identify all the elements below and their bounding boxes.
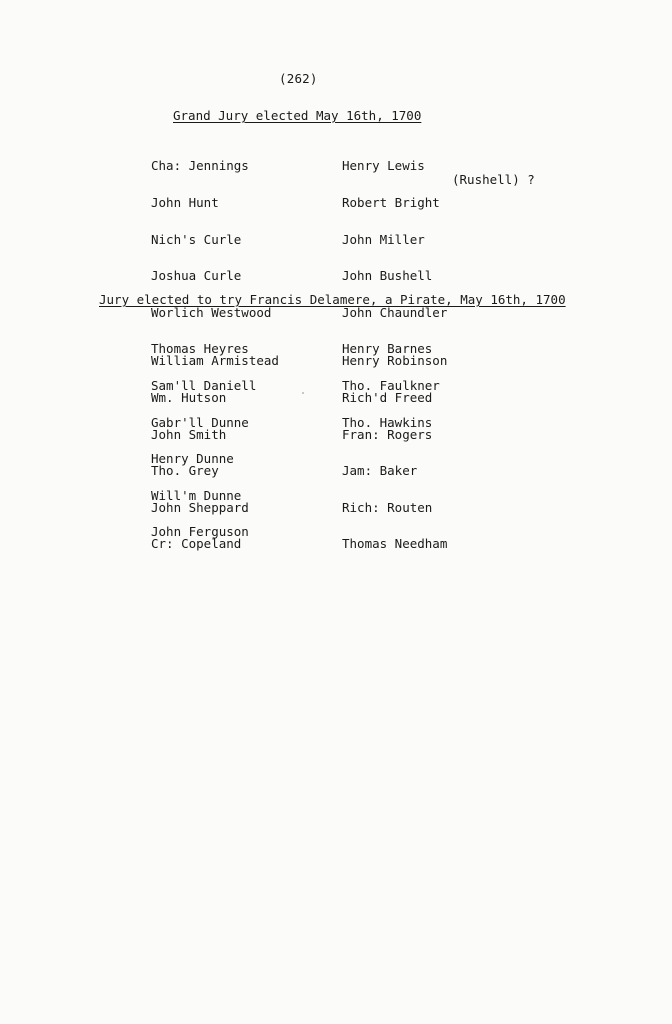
juror-name: John Ferguson: [151, 524, 249, 540]
juror-name: Cr: Copeland: [151, 536, 242, 552]
juror-name: Fran: Rogers: [342, 426, 433, 442]
juror-name: Joshua Curle: [151, 268, 242, 284]
page-number: (262): [279, 71, 318, 86]
juror-name: Henry Lewis: [342, 158, 425, 174]
juror-name: Nich's Curle: [151, 231, 242, 247]
alternate-name-note: (Rushell) ?: [452, 172, 535, 187]
juror-name: Worlich Westwood: [151, 304, 272, 320]
pirate-jury-heading: Jury elected to try Francis Delamere, a Pirate, May 16th, 1700: [99, 292, 566, 307]
pirate-jury-right-column: [342, 331, 447, 563]
juror-name: Tho. Grey: [151, 463, 219, 479]
juror-name: John Bushell: [342, 268, 433, 284]
juror-name: John Miller: [342, 231, 425, 247]
juror-name: Rich'd Freed: [342, 390, 433, 405]
juror-name: Sam'll Daniell: [151, 377, 257, 393]
juror-name: John Chaundler: [342, 304, 448, 320]
juror-name: Henry Barnes: [342, 341, 433, 357]
juror-name: Cha: Jennings: [151, 158, 249, 174]
juror-name: Thomas Needham: [342, 536, 448, 552]
juror-name: Henry Dunne: [151, 451, 234, 467]
juror-name: Thomas Heyres: [151, 341, 249, 357]
juror-name: John Sheppard: [151, 499, 249, 515]
juror-name: Tho. Faulkner: [342, 377, 440, 393]
juror-name: Robert Bright: [342, 195, 440, 210]
juror-name: Jam: Baker: [342, 463, 418, 479]
paper-speck: [302, 392, 304, 394]
juror-name: Henry Robinson: [342, 353, 448, 369]
juror-name: Rich: Routen: [342, 499, 433, 515]
juror-name: John Smith: [151, 426, 227, 442]
juror-name: Will'm Dunne: [151, 487, 242, 503]
juror-name: John Hunt: [151, 195, 219, 210]
juror-name: Tho. Hawkins: [342, 414, 433, 430]
juror-name: William Armistead: [151, 353, 279, 369]
juror-name: Wm. Hutson: [151, 390, 227, 405]
juror-name: Gabr'll Dunne: [151, 414, 249, 430]
pirate-jury-left-column: [151, 331, 279, 563]
grand-jury-heading: Grand Jury elected May 16th, 1700: [173, 108, 422, 123]
